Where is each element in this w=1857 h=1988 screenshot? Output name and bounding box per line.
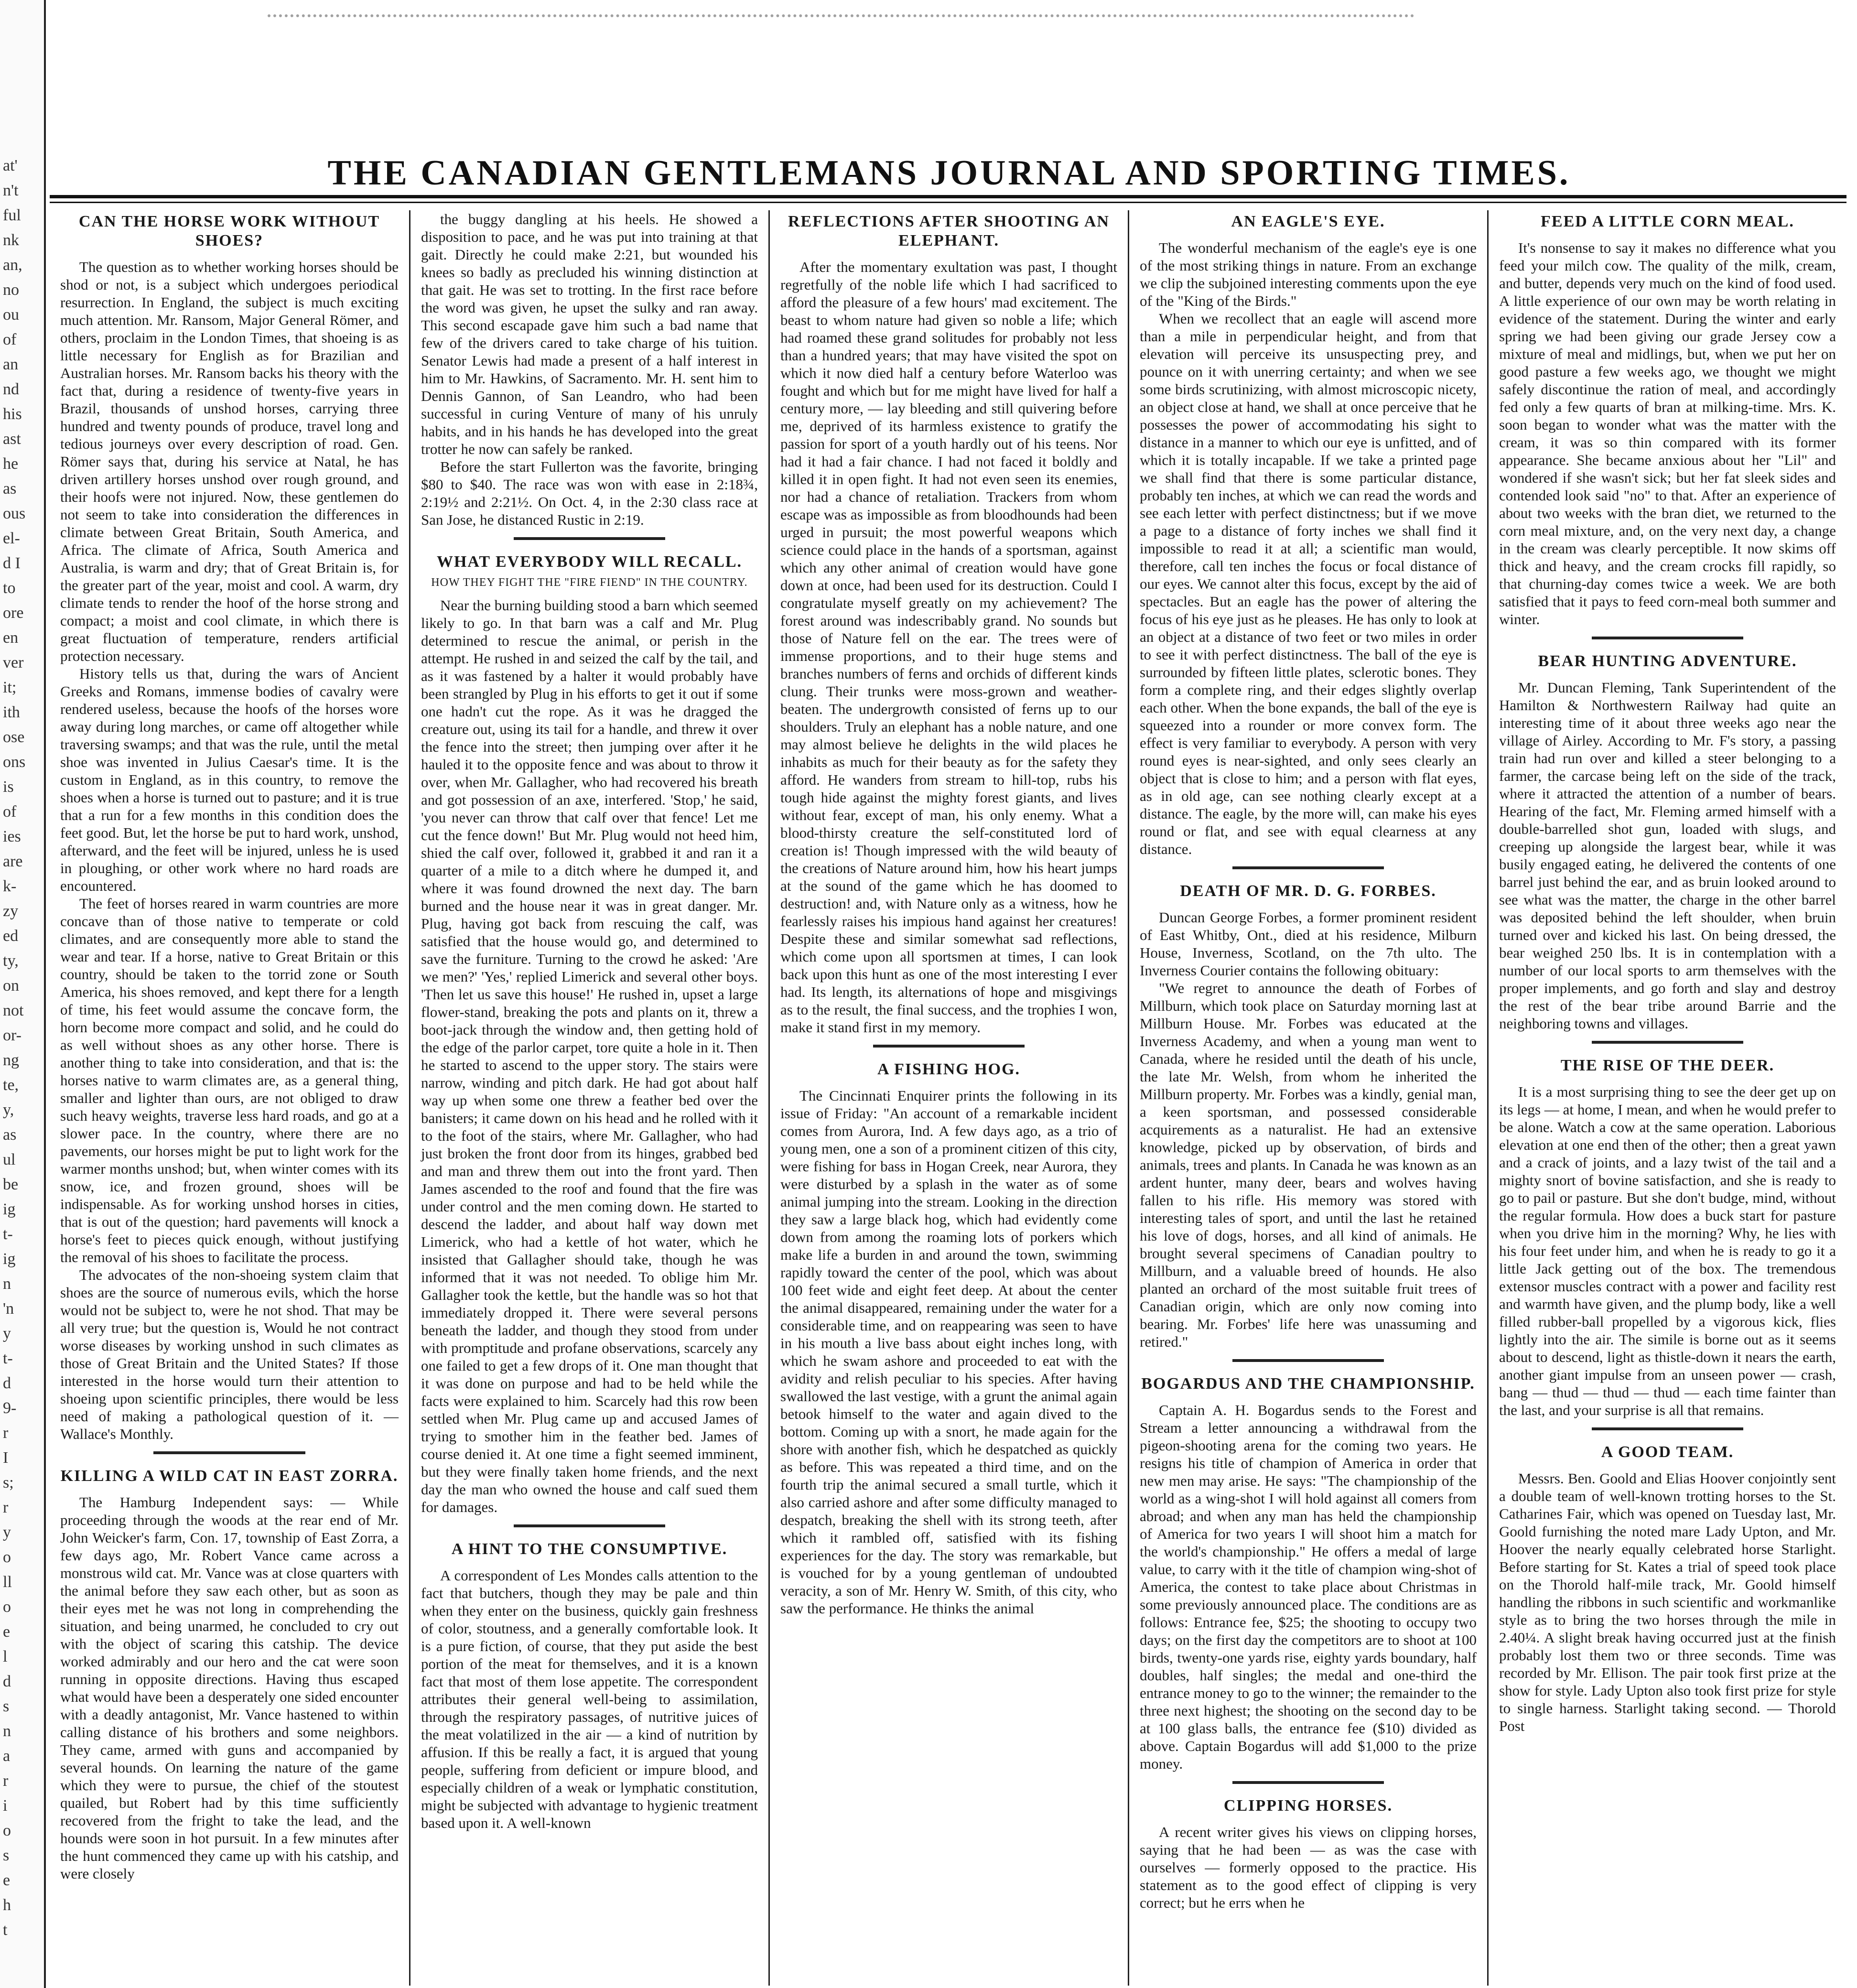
article-headline: WHAT EVERYBODY WILL RECALL. [436, 553, 743, 571]
edge-fragment: are [3, 853, 23, 870]
edge-fragment: nk [3, 231, 19, 249]
article-headline: A FISHING HOG. [877, 1060, 1021, 1078]
column-5 [1487, 210, 1846, 1986]
article [1140, 212, 1477, 858]
article [1140, 1374, 1477, 1772]
edge-fragment: it; [3, 679, 17, 696]
column-3 [768, 210, 1128, 1986]
edge-fragment: t- [3, 1350, 13, 1367]
article-headline: A GOOD TEAM. [1601, 1443, 1734, 1461]
edge-fragment: t [3, 1921, 8, 1939]
edge-fragment: s [3, 1847, 10, 1864]
article [780, 1060, 1117, 1617]
article-headline: CAN THE HORSE WORK WITHOUT SHOES? [78, 213, 380, 249]
edge-fragment: t- [3, 1225, 13, 1243]
article-headline: FEED A LITTLE CORN MEAL. [1541, 213, 1794, 230]
article-paragraph: The advocates of the non-shoeing system claim that shoes are the source of numerous evils, which the horse would not be subject to, were he not shod. That may be all very true; but the question is, Would he not contract worse diseases by working unshod in such climates as those of Great Britain and the United States? If those interested in the horse would turn their attention to shoeing upon scientific principles, there would be less need of making a pathological question of it. — Wallace's Monthly. [60, 1266, 399, 1442]
column-2 [409, 210, 768, 1986]
masthead-rule-thin [50, 202, 1846, 203]
edge-fragment: ig [3, 1200, 16, 1218]
article-divider [873, 1045, 1025, 1048]
article-headline: THE RISE OF THE DEER. [1560, 1057, 1775, 1074]
article-columns [50, 210, 1846, 1986]
article-headline: CLIPPING HORSES. [1223, 1797, 1393, 1815]
edge-fragment: ies [3, 828, 21, 845]
article [1499, 652, 1836, 1032]
edge-fragment: s [3, 1697, 10, 1715]
article-paragraph: A correspondent of Les Mondes calls attention to the fact that butchers, though they may be pale and thin when they enter on the business, quickly gain freshness of color, stoutness, and a generally comfortable look. It is a pure fiction, of course, that they put aside the best portion of the meat for themselves, and it is a known fact that most of them lose appetite. The correspondent attributes their general well-being to assimilation, through the respiratory passages, of nutritive juices of the meat volatilized in the air — a kind of nutrition by affusion. If this be really a fact, it is argued that young people, suffering from deficient or impure blood, and especially children of a weak or lymphatic constitution, might be subjected with advantage to hygienic treatment based upon it. A well-known [421, 1567, 758, 1831]
edge-fragment: he [3, 455, 19, 473]
edge-fragment: on [3, 977, 19, 994]
article-headline: BOGARDUS AND THE CHAMPIONSHIP. [1141, 1375, 1475, 1393]
masthead-rule-thick [50, 195, 1846, 198]
edge-fragment: d I [3, 554, 21, 572]
article-paragraph: Messrs. Ben. Goold and Elias Hoover conjointly sent a double team of well-known trotting horses to the St. Catharines Fair, which was opened on Tuesday last, Mr. Goold furnishing the noted mare Lady Upton, and Mr. Hoover the nearly equally celebrated horse Starlight. Before starting for St. Kates a trial of speed took place on the Thorold half-mile track, Mr. Goold himself handling the ribbons in such scientific and workmanlike style as to bring the two horses through the mile in 2.40¼. A slight break having occurred just at the finish probably lost them two or three seconds. Time was recorded by Mr. Ellison. The pair took first prize at the show for style. Lady Upton also took first prize for style to single harness. Starlight taking second. — Thorold Post [1499, 1470, 1836, 1734]
article-divider [153, 1451, 306, 1454]
edge-fragment: l [3, 1648, 8, 1665]
edge-fragment: or- [3, 1026, 22, 1044]
article-paragraph: The Cincinnati Enquirer prints the following in its issue of Friday: "An account of a remarkable incident comes from Aurora, Ind. A few days ago, as a trio of young men, one a son of a prominent citizen of this city, were fishing for bass in Hogan Creek, near Aurora, they were disturbed by a splash in the water as of some animal jumping into the stream. Looking in the direction they saw a large black hog, which had evidently come down from among the roaming lots of porkers which make life a burden in and around the town, swimming rapidly toward the center of the pool, which was about 100 feet wide and eight feet deep. At about the center the animal disappeared, remaining under the water for a considerable time, and on reappearing was seen to have in his mouth a live bass about eight inches long, with which he swam ashore and proceeded to eat with the avidity and relish peculiar to his species. After having swallowed the last vestige, with a grunt the animal again betook himself to the water and again dived to the bottom. Coming up with a snort, he made again for the shore with another fish, which he despatched as quickly as before. This was repeated a third time, and on the fourth trip the animal secured a small turtle, which it also carried ashore and after some difficulty managed to despatch, breaking the shell with its strong teeth, after which it rambled off, satisfied with its fishing experiences for the day. The story was remarkable, but is vouched for by a young gentleman of undoubted veracity, a son of Mr. Henry W. Smith, of this city, who saw the performance. He thinks the animal [780, 1087, 1117, 1617]
edge-fragment: ons [3, 753, 26, 771]
article-paragraph: Near the burning building stood a barn which seemed likely to go. In that barn was a calf and Mr. Plug determined to rescue the animal, or perish in the attempt. He rushed in and seized the calf by the tail, and as it was fastened by a halter it would probably have been strangled by Plug in his efforts to get it out if some one hadn't cut the rope. As it was he dragged the creature out, using its tail for a handle, and threw it over the fence into the street; then jumping over after it he hauled it to the opposite fence and was about to throw it over, when Mr. Gallagher, who had recovered his breath and got possession of an axe, interfered. 'Stop,' he said, 'you never can throw that calf over that fence! Let me cut the fence down!' But Mr. Plug would not heed him, shied the calf over, followed it, grabbed it and ran it a quarter of a mile to a ditch where he dumped it, and where it was found drowned the next day. The barn burned and the house near it was in great danger. Mr. Plug, having got back from rescuing the calf, was satisfied that the house would go, and determined to save the furniture. Turning to the crowd he asked: 'Are we men?' 'Yes,' replied Limerick and several other boys. 'Then let us save this house!' He rushed in, upset a large flower-stand, breaking the pots and plants on it, threw a boot-jack through the window and, then getting hold of the edge of the parlor carpet, tore quite a hole in it. Then he started to ascend to the upper story. The stairs were narrow, winding and pitch dark. He had got about half way up when some one threw a feather bed over the banisters; it came down on his head and he rolled with it to the foot of the stairs, where Mr. Gallagher, who had just broken the front door from its hinges, grabbed bed and man and threw them out into the front yard. Then James ascended to the roof and found that the fire was under control and the men coming down. He started to descend the ladder, and about half way down met Limerick, who had a kettle of hot water, which he insisted that Gallagher should take, though he was informed that it was not needed. To oblige him Mr. Gallagher took the kettle, but the handle was so hot that immediately dropped it. There were several persons beneath the ladder, and though they stood from under with promptitude and profane observations, scarcely any one failed to get a few drops of it. One man thought that it was done on purpose and had to be held while the facts were explained to him. Scarcely had this row been settled when Mr. Plug came up and accused James of trying to smother him in the feather bed. James of course denied it. At one time a fight seemed imminent, but they were finally taken home friends, and the next day the man who owned the house and calf sued them for damages. [421, 597, 758, 1515]
edge-fragment: 'n [3, 1300, 14, 1318]
edge-fragment: o [3, 1822, 11, 1839]
article-divider [1232, 866, 1384, 869]
edge-fragment: o [3, 1598, 11, 1616]
edge-fragment: nd [3, 380, 19, 398]
edge-fragment: ose [3, 728, 25, 746]
edge-fragment: ed [3, 927, 19, 945]
edge-fragment: n [3, 1275, 11, 1293]
article-paragraph: It's nonsense to say it makes no difference what you feed your milch cow. The quality of the milk, cream, and butter, depends very much on the kind of food used. A little experience of our own may be worth relating in evidence of the statement. During the winter and early spring we had been giving our grade Jersey cow a mixture of meal and midlings, but, when we put her on good pasture a few weeks ago, we thought we might safely discontinue the ration of meal, and accordingly fed only a few quarts of bran at milking-time. Mrs. K. soon began to wonder what was the matter with the cream, it was so thin compared with its former appearance. She became anxious about her "Lil" and wondered if she wasn't sick; but her fat sleek sides and contended look said "no" to that. After an experience of about two weeks with the bran diet, we returned to the corn meal mixture, and, on the very next day, a change in the cream was clearly perceptible. It now skims off thick and heavy, and the cream crocks fill rapidly, so that churning-day comes twice a week. We are both satisfied that it pays to feed corn-meal both summer and winter. [1499, 239, 1836, 627]
edge-fragment: r [3, 1499, 9, 1516]
article [60, 212, 399, 1443]
edge-fragment: of [3, 803, 17, 821]
edge-fragment: ul [3, 1151, 16, 1168]
article-paragraph: The question as to whether working horses should be shod or not, is a subject which undergoes periodical resurrection. In England, the subject is much exciting much attention. Mr. Ransom, Major General Römer, and others, proclaim in the London Times, that shoeing is as little necessary for English as for Brazilian and Australian horses. Mr. Ransom backs his theory with the fact that, during a residence of twenty-five years in Brazil, thousands of unshod horses, carrying three hundred and twenty pounds of produce, travel long and tedious journeys over every description of road. Gen. Römer says that, during his service at Natal, he has driven artillery horses unshod over rough ground, and their hoofs were not injured. Now, these gentlemen do not seem to take into consideration the differences in climate between Great Britain, South America, and Africa. The climate of Africa, South America and Australia, is warm and dry; that of Great Britain is, for the greater part of the year, moist and cool. A warm, dry climate tends to render the hoof of the horse strong and compact; a moist and cool climate, in which there is great fluctuation of temperature, renders artificial protection necessary. [60, 259, 399, 664]
edge-fragment: ous [3, 505, 26, 522]
article-divider [1592, 637, 1743, 639]
edge-fragment: ou [3, 306, 19, 324]
article-paragraph: When we recollect that an eagle will ascend more than a mile in perpendicular height, and from that elevation will perceive its unsuspecting prey, and pounce on it with unerring certainty; and when we see some birds scrutinizing, with almost microscopic nicety, an object close at hand, we shall at once perceive that he possesses the power of accommodating his sight to distance in a manner to which our eye is unfitted, and of which it is totally incapable. If we take a printed page we shall find that there is some particular distance, probably ten inches, at which we can read the words and see each letter with perfect distinctness; but if we move a page to a distance of forty inches we shall find it impossible to read it at all; a scientific man would, therefore, call ten inches the focus or focal distance of our eyes. We cannot alter this focus, except by the aid of spectacles. But an eagle has the power of altering the focus of his eye just as he pleases. He has only to look at an object at a distance of two feet or two miles in order to see it with perfect distinctness. The ball of the eye is surrounded by fifteen little plates, sclerotic bones. They form a complete ring, and their edges slightly overlap each other. When the bone expands, the ball of the eye is squeezed into a rounder or more convex form. The effect is very familiar to everybody. A person with very round eyes is near-sighted, and only sees clearly an object that is close to him; and a person with flat eyes, as in old age, can see nothing clearly except at a distance. The eagle, by the more will, can make his eyes round or flat, and see with equal clearness at any distance. [1140, 310, 1477, 857]
edge-fragment: n [3, 1722, 11, 1740]
edge-fragment: at' [3, 157, 18, 174]
article-divider [1592, 1041, 1743, 1044]
edge-fragment: k- [3, 877, 17, 895]
edge-fragment: zy [3, 902, 19, 920]
article-headline: AN EAGLE'S EYE. [1231, 213, 1385, 230]
article [60, 1467, 399, 1882]
edge-fragment: his [3, 405, 22, 423]
article-headline: BEAR HUNTING ADVENTURE. [1538, 652, 1797, 670]
edge-fragment: a [3, 1747, 11, 1765]
edge-fragment: as [3, 1126, 17, 1144]
column-4 [1128, 210, 1487, 1986]
edge-fragment: te, [3, 1076, 19, 1094]
article-headline: DEATH OF MR. D. G. FORBES. [1180, 882, 1436, 900]
article-divider [1232, 1781, 1384, 1784]
article-paragraph: After the momentary exultation was past, I thought regretfully of the noble life which I had sacrificed to afford the pleasure of a few hours' mad excitement. The beast to whom nature had given so noble a life; which had roamed these grand solitudes for probably not less than a hundred years; that may have visited the spot on which it now died half a century before Waterloo was fought and which but for me might have lived for half a century more, — lay bleeding and still quivering before me, deprived of its harmless existence to gratify the passion for sport of a youth hardly out of his teens. Nor had it had a fair chance. I had not faced it boldly and killed it in open fight. It had not even seen its enemies, nor had a chance of retaliation. Trackers from whom escape was as impossible as from bloodhounds had been urged in pursuit; the most powerful weapons which science could place in the hands of a sportsman, against which any other animal of creation would have gone down at once, had been used for its destruction. Could I congratulate myself greatly on my achievement? The forest around was indescribably grand. No sounds but those of Nature fell on the ear. The trees were of immense proportions, and to their huge stems and branches numbers of ferns and orchids of different kinds clung. Their trunks were moss-grown and weather-beaten. The undergrowth consisted of ferns up to our shoulders. Truly an elephant has a noble nature, and one may almost believe he delights in the wild places he inhabits as much for their beauty as for the safety they afford. He wanders from stream to hill-top, rubs his tough hide against the mighty forest giants, and lives without fear, except of man, his only enemy. What a blood-thirsty creature the self-constituted lord of creation is! Though impressed with the wild beauty of the creations of Nature around him, how his heart jumps at the sound of the game which he has doomed to destruction! and, with Nature only as a witness, how he fearlessly raises his impious hand against her creatures! Despite these and similar somewhat sad reflections, which come upon all sportsmen at times, I can look back upon this hunt as one of the most interesting I ever had. Its length, its alternations of hope and misgivings as to the result, the final success, and the trophies I won, make it stand first in my memory. [780, 259, 1117, 1036]
article [1499, 1056, 1836, 1419]
edge-fragment: d [3, 1374, 11, 1392]
article [421, 552, 758, 1516]
article-paragraph: The feet of horses reared in warm countries are more concave than of those native to temperate or cold climates, and are consequently more able to stand the wear and tear. If a horse, native to Great Britain or this country, should be taken to the torrid zone or South America, his shoes removed, and kept there for a length of time, his feet would assume the concave form, the horn become more compact and solid, and he could do as well without shoes as any other horse. There is another thing to take into consideration, and that is: the horses native to warm climates are, as a general thing, smaller and lighter than ours, are not obliged to draw such heavy weights, traverse less hard roads, and go at a slower pace. In the country, where there are no pavements, our horses might be put to light work for the warmer months unshod; but, when winter comes with its snow, ice, and frozen ground, shoes will be indispensable. As for working unshod horses in cities, that is out of the question; hard pavements will knock a horse's feet to pieces quick enough, without justifying the removal of his shoes to facilitate the process. [60, 895, 399, 1265]
edge-fragment: y [3, 1523, 11, 1541]
edge-fragment: d [3, 1673, 11, 1690]
edge-fragment: ore [3, 604, 24, 622]
article-divider [514, 537, 665, 540]
edge-fragment: ng [3, 1051, 19, 1069]
edge-fragment: I [3, 1449, 9, 1467]
article [1499, 1443, 1836, 1735]
edge-fragment: y [3, 1325, 11, 1342]
article-subheadline: HOW THEY FIGHT THE "FIRE FIEND" IN THE COUNTRY. [431, 576, 748, 589]
adjacent-page-edge [0, 0, 46, 1988]
article-paragraph: A recent writer gives his views on clipping horses, saying that he had been — as was the case with ourselves — formerly opposed to the practice. His statement as to the good effect of clipping is very correct; but he errs when he [1140, 1824, 1477, 1911]
edge-fragment: n't [3, 182, 19, 199]
article-paragraph: "We regret to announce the death of Forbes of Millburn, which took place on Saturday morning last at Millburn House. Mr. Forbes was educated at the Inverness Academy, and when a young man went to Canada, where he resided until the death of his uncle, the late Mr. Welsh, from whom he inherited the Millburn property. Mr. Forbes was a kindly, genial man, a keen sportsman, and possessed considerable acquirements as a naturalist. He had an extensive knowledge, picked up by observation, of birds and animals, trees and plants. In Canada he was known as an ardent hunter, many deer, bears and wolves having fallen to his rifle. His memory was stored with interesting tales of sport, and until the last he retained his love of dogs, horses, and all kind of animals. He brought several specimens of Canadian poultry to Millburn, and a valuable breed of hounds. He also planted an orchard of the most suitable fruit trees of Canadian origin, which are only now coming into bearing. Mr. Forbes' life here was unassuming and retired." [1140, 980, 1477, 1350]
column-1 [50, 210, 409, 1986]
edge-fragment: ast [3, 430, 21, 448]
masthead-title: THE CANADIAN GENTLEMANS JOURNAL AND SPORTING TIMES. [327, 153, 1571, 193]
edge-fragment: is [3, 778, 14, 796]
edge-fragment: r [3, 1772, 9, 1790]
article-paragraph: Before the start Fullerton was the favorite, bringing $80 to $40. The race was won with ease in 2:18¾, 2:19½ and 2:21½. On Oct. 4, in the 2:30 class race at San Jose, he distanced Rustic in 2:19. [421, 458, 758, 528]
edge-fragment: ty, [3, 952, 19, 970]
edge-fragment: ith [3, 703, 20, 721]
article [1499, 212, 1836, 628]
edge-fragment: as [3, 480, 17, 497]
article-paragraph: Mr. Duncan Fleming, Tank Superintendent of the Hamilton & Northwestern Railway had quite an interesting time of it about three weeks ago near the village of Airley. According to Mr. F's story, a passing train had run over and killed a steer belonging to a farmer, the carcase being left on the side of the track, where it attracted the attention of a number of bears. Hearing of the fact, Mr. Fleming armed himself with a double-barrelled shot gun, loaded with slugs, and creeping up alongside the largest bear, while it was busily engaged eating, he delivered the contents of one barrel just behind the ear, and as bruin looked around to see what was the matter, the charge in the other barrel was deposited behind the left shoulder, when bruin turned over and kicked his last. On being dressed, the bear weighed 250 lbs. It is in contemplation with a number of our local sports to arm themselves with the proper implements, and go forth and slay and destroy the rest of the bear tribe around Barrie and the neighboring towns and villages. [1499, 679, 1836, 1032]
article-paragraph: Duncan George Forbes, a former prominent resident of East Whitby, Ont., died at his residence, Milburn House, Inverness, Scotland, on the 7th ulto. The Inverness Courier contains the following obituary: [1140, 909, 1477, 979]
article-headline: KILLING A WILD CAT IN EAST ZORRA. [60, 1467, 399, 1485]
edge-fragment: i [3, 1797, 8, 1815]
article-paragraph: The wonderful mechanism of the eagle's eye is one of the most striking things in nature. From an exchange we clip the subjoined interesting comments upon the eye of the "King of the Birds." [1140, 239, 1477, 309]
edge-fragment: o [3, 1548, 11, 1566]
article-paragraph: the buggy dangling at his heels. He showed a disposition to pace, and he was put into training at that gait. Directly he could make 2:21, but wounded his knees so badly as precluded his winning distinction at that gait. He was set to trotting. In the first race before the word was given, he upset the sulky and ran away. This second escapade gave him such a bad name that few of the drivers cared to take charge of his tuition. Senator Lewis had made a present of a half interest in him to Mr. Hawkins, of Sacramento. Mr. H. sent him to Dennis Gannon, of San Leandro, who had been successful in curing Venture of many of his unruly habits, and in his hands he has developed into the great trotter he now can safely be ranked. [421, 211, 758, 457]
edge-fragment: ful [3, 206, 21, 224]
edge-fragment: an [3, 356, 19, 373]
article-paragraph: History tells us that, during the wars of Ancient Greeks and Romans, immense bodies of cavalry were rendered useless, because the hoofs of the horses wore away during long marches, or came off altogether while traversing swamps; and that was the rule, until the metal shoe was invented in Julius Caesar's time. It is the custom in England, as in this country, to remove the shoes when a horse is turned out to pasture; and it is true that a run for a few months in this condition does the feet good. But, let the horse be put to hard work, unshod, afterward, and the feet will be injured, unless he is used in ploughing, or other work where no hard roads are encountered. [60, 665, 399, 894]
article-paragraph: The Hamburg Independent says: — While proceeding through the woods at the rear end of Mr. John Weicker's farm, Con. 17, township of East Zorra, a few days ago, Mr. Robert Vance came across a monstrous wild cat. Mr. Vance was at close quarters with the animal before they saw each other, but as soon as their eyes met he was not long in comprehending the situation, and being unarmed, he concluded to cry out with the object of scaring this catship. The device worked admirably and our hero and the cat were soon running in opposite directions. Having thus escaped what would have been a desperately one sided encounter with a deadly antagonist, Mr. Vance hastened to within calling distance of his brothers and some neighbors. They came, armed with guns and accompanied by several hounds. On learning the nature of the game which they were to pursue, the chief of the stoutest quailed, but Robert had by this time sufficiently recovered from the fright to take the lead, and the hounds were soon in hot pursuit. In a few minutes after the hunt commenced they came up with his catship, and were closely [60, 1494, 399, 1882]
edge-fragment: el- [3, 529, 20, 547]
edge-fragment: not [3, 1002, 24, 1019]
edge-fragment: an, [3, 256, 22, 274]
edge-fragment: ver [3, 654, 24, 671]
article [1140, 882, 1477, 1351]
edge-fragment: h [3, 1896, 11, 1914]
edge-fragment: ll [3, 1573, 12, 1591]
article [421, 1540, 758, 1832]
edge-fragment: e [3, 1871, 11, 1889]
edge-fragment: y, [3, 1101, 14, 1119]
article-divider [1592, 1427, 1743, 1430]
article [1140, 1796, 1477, 1912]
edge-fragment: ig [3, 1250, 16, 1268]
article-headline: A HINT TO THE CONSUMPTIVE. [451, 1540, 728, 1558]
edge-fragment: of [3, 331, 17, 348]
edge-fragment: be [3, 1176, 19, 1193]
edge-fragment: e [3, 1623, 11, 1641]
edge-fragment: en [3, 629, 19, 647]
article-divider [514, 1524, 665, 1527]
article-paragraph: Captain A. H. Bogardus sends to the Forest and Stream a letter announcing a withdrawal from the pigeon-shooting arena for the coming two years. He resigns his title of champion of America in order that new men may arise. He says: "The championship of the world as a wing-shot I will hold against all comers from abroad; and when any man has held the championship of America for two years I will shoot him a match for the world's championship." He offers a medal of large value, to carry with it the title of champion wing-shot of America, the contest to take place about Christmas in some previously announced place. The conditions are as follows: Entrance fee, $25; the shooting to occupy two days; on the first day the competitors are to shoot at 100 birds, twenty-one yards rise, eighty yards boundary, half doubles, half singles; the medal and one-third the entrance money to go to the winner; the remainder to the three next highest; the shooting on the second day to be at 100 glass balls, the entrance fee ($10) divided as above. Captain Bogardus will add $1,000 to the prize money. [1140, 1402, 1477, 1772]
article [780, 212, 1117, 1036]
edge-fragment: 9- [3, 1399, 17, 1417]
article-headline: REFLECTIONS AFTER SHOOTING AN ELEPHANT. [788, 213, 1110, 249]
article-divider [1232, 1359, 1384, 1362]
edge-fragment: to [3, 579, 16, 597]
edge-fragment: s; [3, 1474, 14, 1491]
article [421, 210, 758, 529]
edge-fragment: no [3, 281, 19, 299]
article-paragraph: It is a most surprising thing to see the deer get up on its legs — at home, I mean, and when he would prefer to be alone. Watch a cow at the same operation. Laborious elevation at one end then of the other; then a great yawn and a crack of joints, and a lazy twist of the tail and a mighty snort of bovine satisfaction, and she is ready to go to pail or pasture. But she don't budge, mind, without the regular formula. How does a buck start for pasture when you drive him in the morning? Why, he lies with his four feet under him, and when he is ready to go it a little Jack getting out of the box. The tremendous extensor muscles contract with a power and facility rest and warmth have given, and the plump body, like a well filled rubber-ball propelled by a vigorous kick, flies lightly into the air. The simile is borne out as it seems about to descend, light as thistle-down it nears the earth, another giant impulse from an unseen power — crash, bang — thud — thud — thud — each time fainter than the last, and your surprise is all that remains. [1499, 1083, 1836, 1418]
edge-fragment: r [3, 1424, 9, 1442]
top-margin-smudge [268, 14, 1414, 29]
